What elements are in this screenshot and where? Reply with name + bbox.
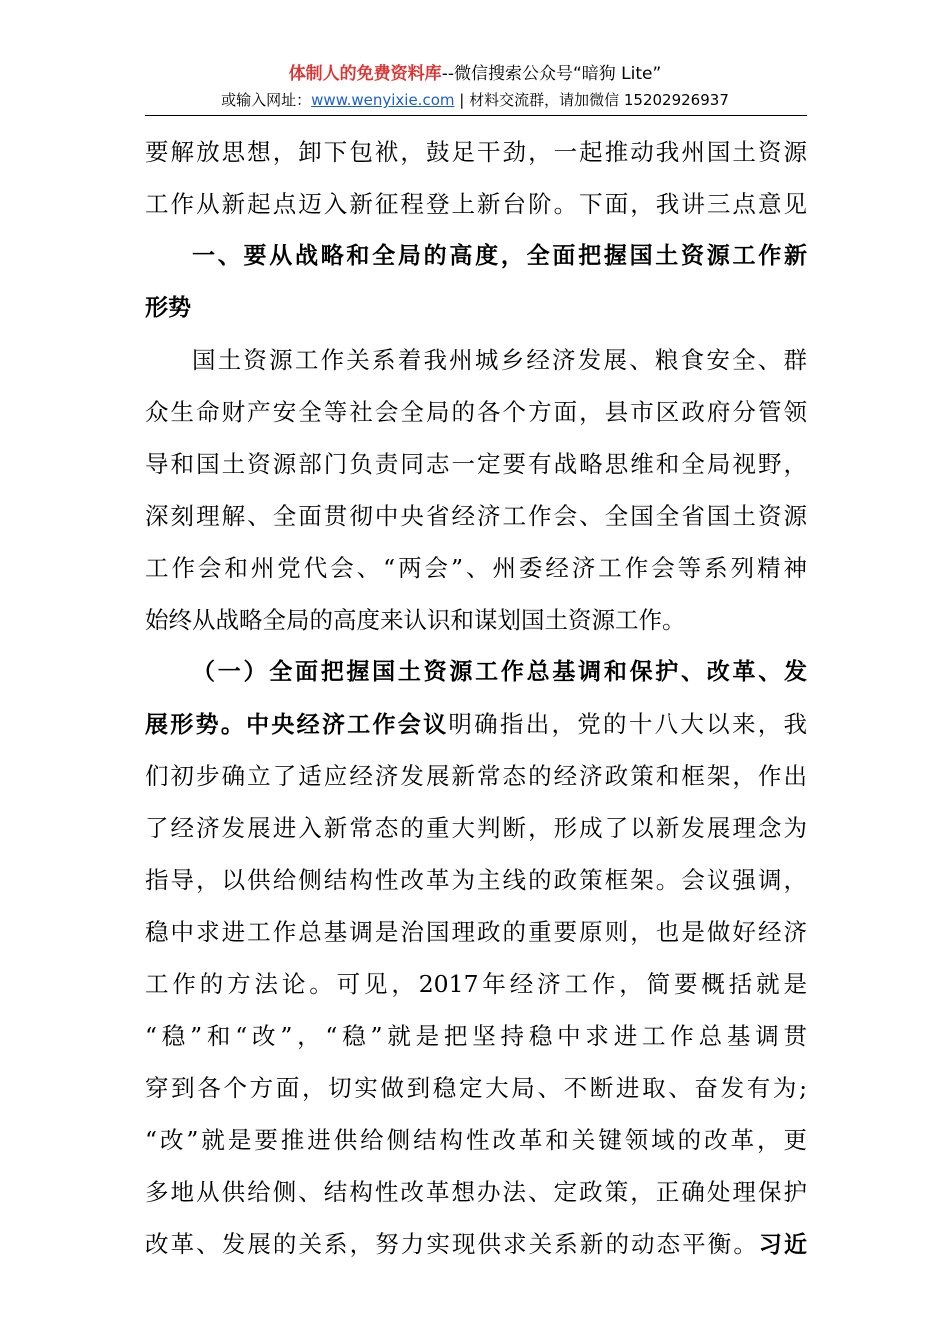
header-tagline: --微信搜索公众号“暗狗 Lite” bbox=[441, 64, 662, 84]
text-run: 改革、发展的关系，努力实现供求关系新的动态平衡。 bbox=[145, 1230, 759, 1258]
text-line: 稳中求进工作总基调是治国理政的重要原则，也是做好经济 bbox=[145, 918, 807, 946]
document-body bbox=[145, 126, 807, 1270]
header-line-1 bbox=[0, 62, 950, 86]
bold-run: 习近 bbox=[758, 1232, 807, 1258]
text-line: 众生命财产安全等社会全局的各个方面，县市区政府分管领 bbox=[145, 398, 807, 426]
brand-name: 体制人的免费资料库 bbox=[288, 64, 442, 84]
text-line: 国土资源工作关系着我州城乡经济发展、粮食安全、群 bbox=[192, 346, 807, 374]
text-line: 们初步确立了适应经济发展新常态的经济政策和框架，作出 bbox=[145, 762, 807, 790]
text-line: “改”就是要推进供给侧结构性改革和关键领域的改革，更 bbox=[145, 1126, 807, 1154]
section-heading-1-cont: 形势 bbox=[145, 295, 191, 321]
header-separator: | bbox=[459, 91, 465, 109]
text-line: 指导，以供给侧结构性改革为主线的政策框架。会议强调， bbox=[145, 866, 807, 894]
text-line: 深刻理解、全面贯彻中央省经济工作会、全国全省国土资源 bbox=[145, 502, 807, 530]
text-line: 要解放思想，卸下包袱，鼓足干劲，一起推动我州国土资源 bbox=[145, 138, 807, 166]
subsection-heading-1: （一）全面把握国土资源工作总基调和保护、改革、发 bbox=[192, 659, 807, 685]
text-line: 始终从战略全局的高度来认识和谋划国土资源工作。 bbox=[145, 606, 686, 634]
text-line: 工作会和州党代会、“两会”、州委经济工作会等系列精神 bbox=[145, 554, 807, 582]
text-line bbox=[145, 698, 807, 750]
header-divider bbox=[145, 115, 807, 116]
header-line-2 bbox=[0, 89, 950, 111]
subsection-heading-1-cont: 展形势。中央经济工作会议 bbox=[145, 712, 449, 738]
website-link[interactable]: www.wenyixie.com bbox=[311, 91, 455, 109]
section-heading-1: 一、要从战略和全局的高度，全面把握国土资源工作新 bbox=[192, 243, 807, 269]
text-line bbox=[145, 1218, 807, 1270]
text-line: 工作从新起点迈入新征程登上新台阶。下面，我讲三点意见 bbox=[145, 190, 807, 218]
contact-info: 材料交流群，请加微信 15202926937 bbox=[469, 91, 729, 109]
text-line: 工作的方法论。可见，2017年经济工作，简要概括就是 bbox=[145, 970, 807, 998]
text-line: 穿到各个方面，切实做到稳定大局、不断进取、奋发有为; bbox=[145, 1074, 807, 1102]
text-line: 了经济发展进入新常态的重大判断，形成了以新发展理念为 bbox=[145, 814, 807, 842]
text-line: 导和国土资源部门负责同志一定要有战略思维和全局视野， bbox=[145, 450, 807, 478]
url-prefix: 或输入网址： bbox=[221, 91, 312, 109]
watermark-header bbox=[0, 62, 950, 111]
text-line: “稳”和“改”，“稳”就是把坚持稳中求进工作总基调贯 bbox=[145, 1022, 807, 1050]
text-line: 多地从供给侧、结构性改革想办法、定政策，正确处理保护 bbox=[145, 1178, 807, 1206]
text-run: 明确指出，党的十八大以来，我 bbox=[448, 710, 807, 738]
